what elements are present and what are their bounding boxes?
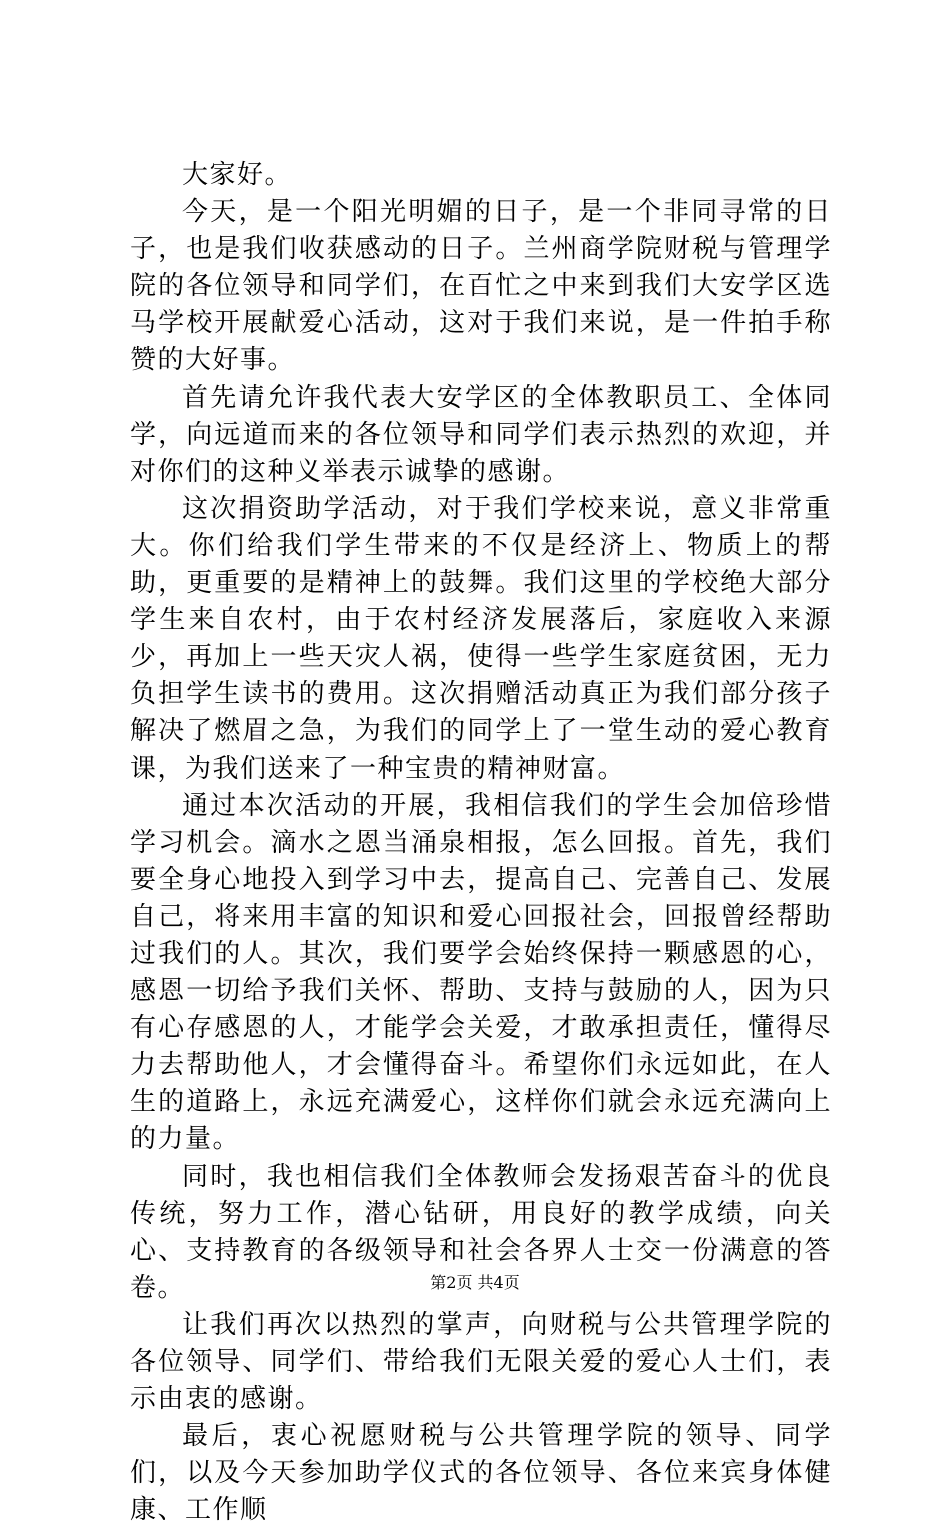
paragraph-greeting: 大家好。 xyxy=(182,160,293,190)
paragraph-students: 通过本次活动的开展，我相信我们的学生会加倍珍惜学习机会。滴水之恩当涌泉相报，怎么回报。首先，我们要全身心地投入到学习中去，提高自己、完善自己、发展自己，将来用丰富的知识和爱心回报社会，回报曾经帮助过我们的人。其次，我们要学会始终保持一颗感恩的心，感恩一切给予我们关怀、帮助、支持与鼓励的人，因为只有心存感恩的人，才能学会关爱，才敢承担责任，懂得尽力去帮助他人，才会懂得奋斗。希望你们永远如此，在人生的道路上，永远充满爱心，这样你们就会永远充满向上的力量。 xyxy=(130,790,832,1155)
paragraph-teachers: 同时，我也相信我们全体教师会发扬艰苦奋斗的优良传统，努力工作，潜心钻研，用良好的教学成绩，向关心、支持教育的各级领导和社会各界人士交一份满意的答卷。 xyxy=(130,1161,832,1303)
document-body xyxy=(130,157,832,1529)
paragraph-significance: 这次捐资助学活动，对于我们学校来说，意义非常重大。你们给我们学生带来的不仅是经济上、物质上的帮助，更重要的是精神上的鼓舞。我们这里的学校绝大部分学生来自农村，由于农村经济发展落后，家庭收入来源少，再加上一些天灾人祸，使得一些学生家庭贫困，无力负担学生读书的费用。这次捐赠活动真正为我们部分孩子解决了燃眉之急，为我们的同学上了一堂生动的爱心教育课，为我们送来了一种宝贵的精神财富。 xyxy=(130,493,832,784)
page-number-footer: 第2页 共4页 xyxy=(430,1273,520,1292)
paragraph-opening: 今天，是一个阳光明媚的日子，是一个非同寻常的日子，也是我们收获感动的日子。兰州商学院财税与管理学院的各位领导和同学们，在百忙之中来到我们大安学区选马学校开展献爱心活动，这对于我们来说，是一件拍手称赞的大好事。 xyxy=(130,197,832,376)
paragraph-thanks: 让我们再次以热烈的掌声，向财税与公共管理学院的各位领导、同学们、带给我们无限关爱的爱心人士们，表示由衷的感谢。 xyxy=(130,1309,832,1415)
paragraph-closing: 最后，衷心祝愿财税与公共管理学院的领导、同学们，以及今天参加助学仪式的各位领导、各位来宾身体健康、工作顺 xyxy=(130,1421,832,1526)
paragraph-welcome: 首先请允许我代表大安学区的全体教职员工、全体同学，向远道而来的各位领导和同学们表示热烈的欢迎，并对你们的这种义举表示诚挚的感谢。 xyxy=(130,382,832,487)
